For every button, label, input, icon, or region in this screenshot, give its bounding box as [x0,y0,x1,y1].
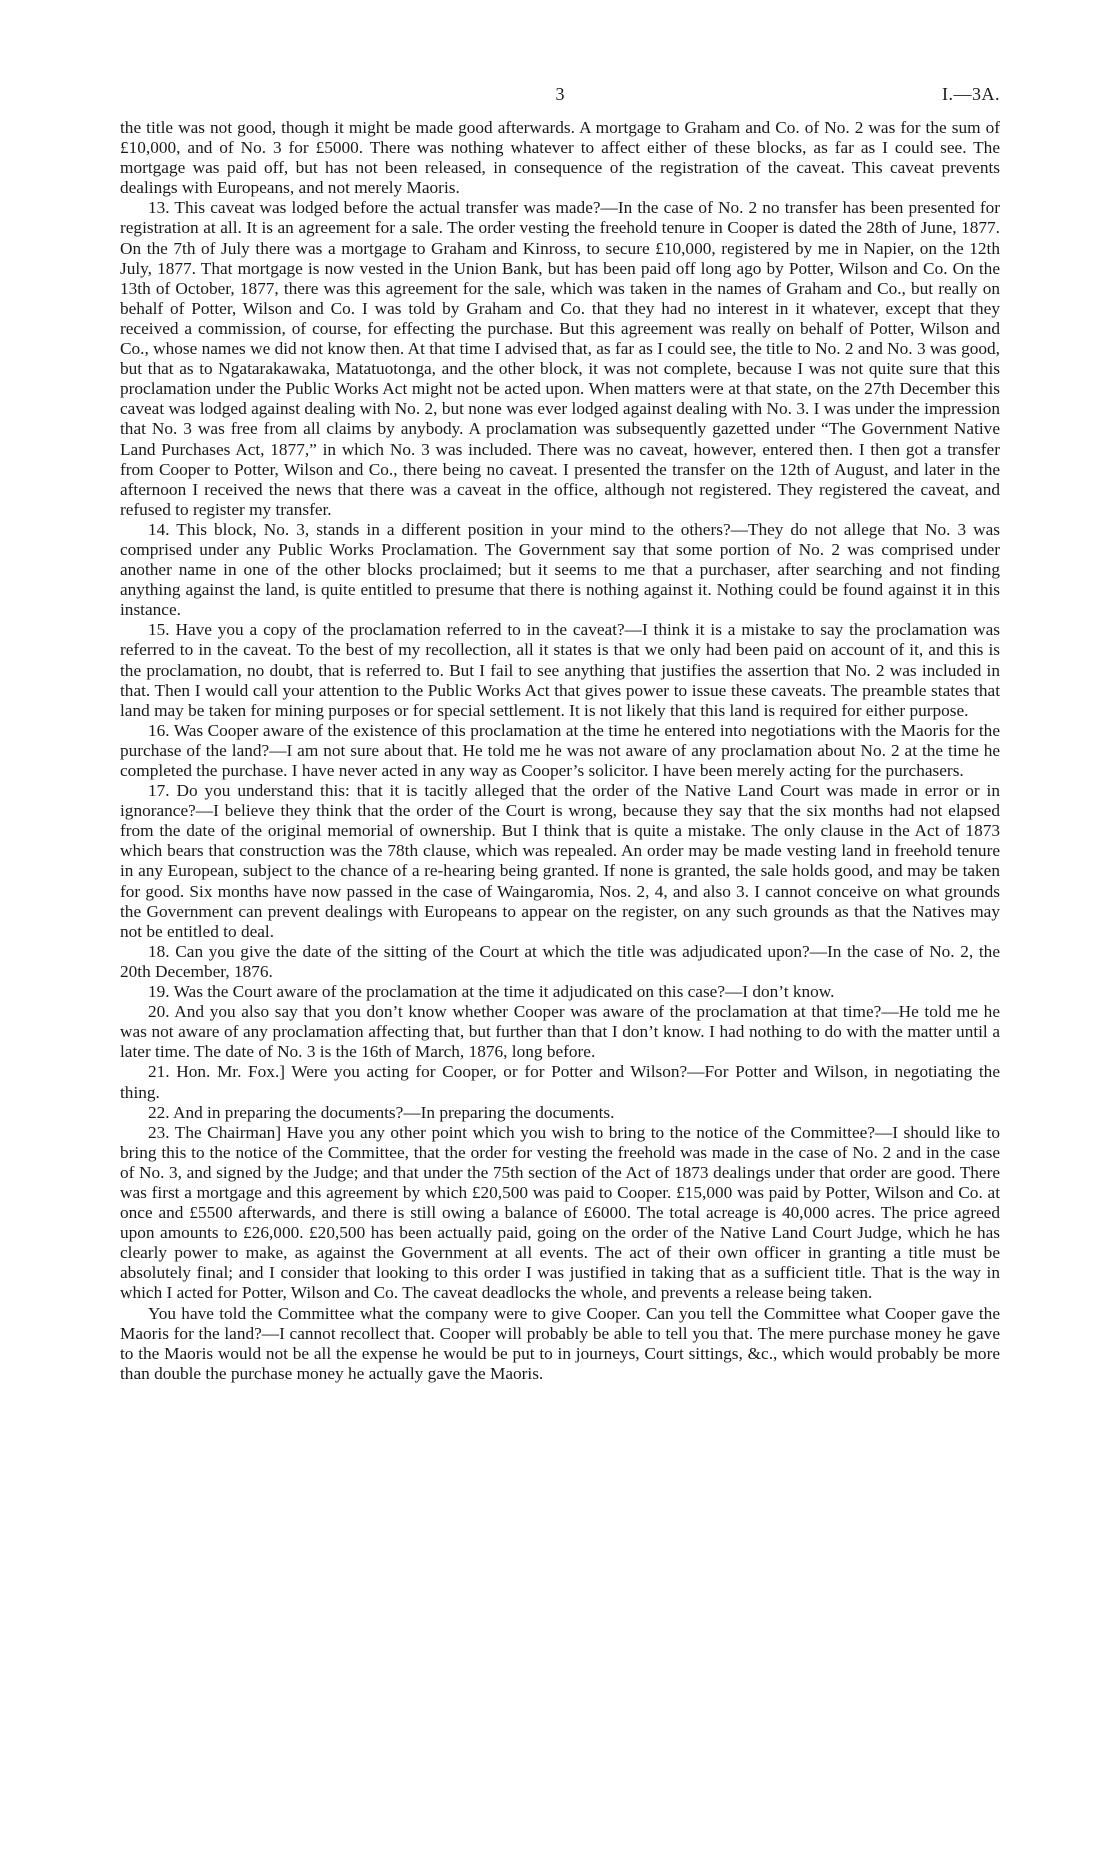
document-page [120,84,1000,1384]
paragraph-20: 20. And you also say that you don’t know whether Cooper was aware of the proclamation at that time?—He told me he was not aware of any proclamation affecting that, but further than that I don’t know. I had nothing to do with the matter until a later time. The date of No. 3 is the 16th of March, 1876, long before. [120,1002,1000,1062]
paragraph-14: 14. This block, No. 3, stands in a different position in your mind to the others?—They do not allege that No. 3 was comprised under any Public Works Proclamation. The Government say that some portion of No. 2 was comprised under another name in one of the other blocks proclaimed; but it seems to me that a purchaser, after searching and not finding anything against the land, is quite entitled to presume that there is nothing against it. Nothing could be found against it in this instance. [120,519,1000,620]
paragraph-15: 15. Have you a copy of the proclamation referred to in the caveat?—I think it is a mistake to say the proclamation was referred to in the caveat. To the best of my recollection, all it states is that we only had been paid on account of it, and this is the proclamation, no doubt, that is referred to. But I fail to see anything that justifies the assertion that No. 2 was included in that. Then I would call your attention to the Public Works Act that gives power to issue these caveats. The preamble states that land may be taken for mining purposes or for special settlement. It is not likely that this land is required for either purpose. [120,620,1000,720]
paragraph-16: 16. Was Cooper aware of the existence of this proclamation at the time he entered into negotiations with the Maoris for the purchase of the land?—I am not sure about that. He told me he was not aware of any proclamation about No. 2 at the time he completed the purchase. I have never acted in any way as Cooper’s solicitor. I have been merely acting for the purchasers. [120,720,1000,780]
page-header [120,84,1000,118]
paragraph-23: 23. The Chairman] Have you any other point which you wish to bring to the notice of the Committee?—I should like to bring this to the notice of the Committee, that the order for vesting the freehold was made in the case of No. 2 and in the case of No. 3, and signed by the Judge; and that under the 75th section of the Act of 1873 dealings under that order are good. There was first a mortgage and this agreement by which £20,500 was paid to Cooper. £15,000 was paid by Potter, Wilson and Co. at once and £5500 afterwards, and there is still owing a balance of £6000. The total acreage is 40,000 acres. The price agreed upon amounts to £26,000. £20,500 has been actually paid, going on the order of the Native Land Court Judge, which he has clearly power to make, as against the Government at all events. The act of their own officer in granting a title must be absolutely final; and I consider that looking to this order I was justified in taking that as a sufficient title. That is the way in which I acted for Potter, Wilson and Co. The caveat deadlocks the whole, and prevents a release being taken. [120,1122,1000,1303]
document-reference: I.—3A. [942,84,1000,104]
document-body [120,118,1000,1384]
paragraph-22: 22. And in preparing the documents?—In preparing the documents. [148,1102,615,1122]
paragraph-19: 19. Was the Court aware of the proclamation at the time it adjudicated on this case?—I don’t know. [148,982,835,1002]
paragraph-21: 21. Hon. Mr. Fox.] Were you acting for Cooper, or for Potter and Wilson?—For Potter and Wilson, in negotiating the thing. [120,1062,1000,1102]
paragraph-13: 13. This caveat was lodged before the actual transfer was made?—In the case of No. 2 no transfer has been presented for registration at all. It is an agreement for a sale. The order vesting the freehold tenure in Cooper is dated the 28th of June, 1877. On the 7th of July there was a mortgage to Graham and Kinross, to secure £10,000, registered by me in Napier, on the 12th July, 1877. That mortgage is now vested in the Union Bank, but has been paid off long ago by Potter, Wilson and Co. On the 13th of October, 1877, there was this agreement for the sale, which was taken in the names of Graham and Co., but really on behalf of Potter, Wilson and Co. I was told by Graham and Co. that they had no interest in it whatever, except that they received a commission, of course, for effecting the purchase. But this agreement was really on behalf of Potter, Wilson and Co., whose names we did not know then. At that time I advised that, as far as I could see, the title to No. 2 and No. 3 was good, but that as to Ngatarakawaka, Matatuotonga, and the other block, it was not complete, because I was not quite sure that this proclamation under the Public Works Act might not be acted upon. When matters were at that state, on the 27th December this caveat was lodged against dealing with No. 2, but none was ever lodged against dealing with No. 3. I was under the impression that No. 3 was free from all claims by anybody. A proclamation was subsequently gazetted under “The Government Native Land Purchases Act, 1877,” in which No. 3 was included. There was no caveat, however, entered then. I then got a transfer from Cooper to Potter, Wilson and Co., there being no caveat. I presented the transfer on the 12th of August, and later in the afternoon I received the news that there was a caveat in the office, although not registered. They registered the caveat, and refused to register my transfer. [120,198,1000,519]
paragraph-18: 18. Can you give the date of the sitting of the Court at which the title was adjudicated upon?—In the case of No. 2, the 20th December, 1876. [120,941,1000,981]
page-number: 3 [555,84,565,104]
paragraph-continuation: the title was not good, though it might be made good afterwards. A mortgage to Graham and Co. of No. 2 was for the sum of £10,000, and of No. 3 for £5000. There was nothing whatever to affect either of these blocks, as far as I could see. The mortgage was paid off, but has not been released, in consequence of the registration of the caveat. This caveat prevents dealings with Europeans, and not merely Maoris. [120,118,1000,198]
paragraph-17: 17. Do you understand this: that it is tacitly alleged that the order of the Native Land Court was made in error or in ignorance?—I believe they think that the order of the Court is wrong, because they say that the six months had not elapsed from the date of the original memorial of ownership. But I think that is quite a mistake. The only clause in the Act of 1873 which bears that construction was the 78th clause, which was repealed. An order may be made vesting land in freehold tenure in any European, subject to the chance of a re-hearing being granted. If none is granted, the sale holds good, and may be taken for good. Six months have now passed in the case of Waingaromia, Nos. 2, 4, and also 3. I cannot conceive on what grounds the Government can prevent dealings with Europeans to appear on the register, on any such grounds as that the Natives may not be entitled to deal. [120,781,1000,941]
paragraph-final: You have told the Committee what the company were to give Cooper. Can you tell the Committee what Cooper gave the Maoris for the land?—I cannot recollect that. Cooper will probably be able to tell you that. The mere purchase money he gave to the Maoris would not be all the expense he would be put to in journeys, Court sittings, &c., which would probably be more than double the purchase money he actually gave the Maoris. [120,1303,1000,1383]
